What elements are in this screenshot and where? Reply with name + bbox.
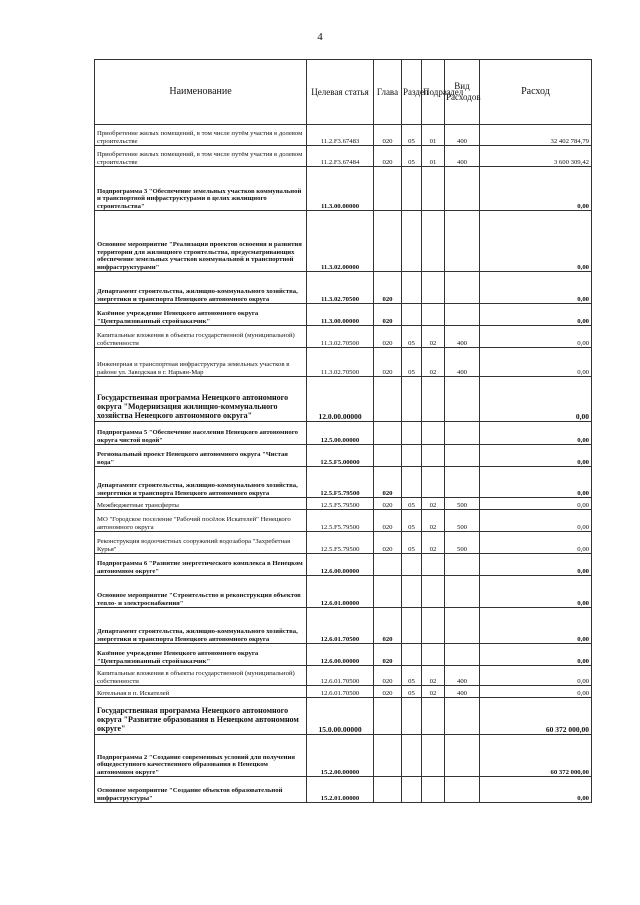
cell-name: Казённое учреждение Ненецкого автономного округа "Централизованный стройзаказчик" [95,644,307,666]
header-subsection: Подраздел [422,60,445,125]
cell-expense-type [445,272,480,304]
cell-target-article: 12.6.01.00000 [307,576,374,608]
cell-section: 05 [402,326,422,348]
cell-section [402,777,422,803]
cell-chapter: 020 [374,686,402,698]
cell-expense-type: 500 [445,510,480,532]
cell-name: Реконструкция водоочистных сооружений водозабора "Захребетная Курья" [95,532,307,554]
table-row [95,146,592,167]
cell-section: 05 [402,666,422,686]
cell-chapter [374,554,402,576]
cell-name: Департамент строительства, жилищно-коммунального хозяйства, энергетики и транспорта Ненецкого автономного округа [95,608,307,644]
cell-amount: 0,00 [480,576,592,608]
cell-expense-type [445,554,480,576]
cell-name: Основное мероприятие "Строительство и реконструкция объектов тепло- и электроснабжения" [95,576,307,608]
cell-chapter: 020 [374,467,402,498]
cell-chapter [374,167,402,211]
cell-chapter: 020 [374,348,402,377]
cell-expense-type [445,608,480,644]
cell-section [402,644,422,666]
cell-target-article: 11.3.02.70500 [307,326,374,348]
cell-section [402,377,422,422]
cell-expense-type: 400 [445,666,480,686]
cell-chapter [374,735,402,777]
cell-chapter: 020 [374,326,402,348]
table-row [95,167,592,211]
cell-section [402,304,422,326]
cell-target-article: 11.2.F3.67483 [307,125,374,146]
header-amount: Расход [480,60,592,125]
cell-chapter [374,422,402,445]
table-row [95,554,592,576]
cell-name: Подпрограмма 6 "Развитие энергетического комплекса в Ненецком автономном округе" [95,554,307,576]
cell-amount: 0,00 [480,422,592,445]
cell-name: Основное мероприятие "Создание объектов образовательной инфраструктуры" [95,777,307,803]
cell-expense-type [445,377,480,422]
cell-chapter [374,211,402,272]
cell-subsection [422,377,445,422]
cell-subsection: 01 [422,125,445,146]
cell-amount: 0,00 [480,211,592,272]
table-body [95,125,592,803]
cell-amount: 0,00 [480,326,592,348]
cell-section: 05 [402,498,422,510]
cell-subsection: 02 [422,532,445,554]
cell-chapter: 020 [374,532,402,554]
table-row [95,532,592,554]
cell-subsection: 01 [422,146,445,167]
table-row [95,422,592,445]
cell-amount: 0,00 [480,272,592,304]
cell-amount: 0,00 [480,167,592,211]
cell-expense-type [445,211,480,272]
cell-subsection [422,735,445,777]
cell-subsection [422,422,445,445]
cell-name: Межбюджетные трансферты [95,498,307,510]
table-row [95,576,592,608]
cell-subsection: 02 [422,348,445,377]
cell-section [402,272,422,304]
page-number: 4 [317,31,323,43]
cell-expense-type [445,167,480,211]
cell-amount: 0,00 [480,377,592,422]
cell-subsection: 02 [422,510,445,532]
cell-target-article: 12.5.F5.79500 [307,532,374,554]
cell-target-article: 11.3.02.70500 [307,272,374,304]
cell-chapter: 020 [374,146,402,167]
cell-chapter: 020 [374,666,402,686]
table-row [95,377,592,422]
cell-target-article: 12.6.01.70500 [307,666,374,686]
cell-name: Инженерная и транспортная инфраструктура земельных участков в районе ул. Заводская в г. Нарьян-Мар [95,348,307,377]
cell-target-article: 12.5.F5.79500 [307,510,374,532]
cell-expense-type: 500 [445,498,480,510]
cell-subsection [422,272,445,304]
table-row [95,686,592,698]
cell-target-article: 12.5.F5.79500 [307,498,374,510]
table-row [95,304,592,326]
cell-target-article: 15.2.01.00000 [307,777,374,803]
cell-chapter: 020 [374,498,402,510]
cell-target-article: 11.3.02.70500 [307,348,374,377]
cell-expense-type [445,644,480,666]
cell-chapter [374,445,402,467]
cell-section [402,735,422,777]
cell-name: Казённое учреждение Ненецкого автономного округа "Централизованный стройзаказчик" [95,304,307,326]
cell-chapter [374,698,402,735]
cell-subsection [422,445,445,467]
cell-section [402,167,422,211]
cell-subsection [422,777,445,803]
cell-subsection [422,576,445,608]
cell-target-article: 12.5.00.00000 [307,422,374,445]
cell-name: Капитальные вложения в объекты государственной (муниципальной) собственности [95,326,307,348]
cell-target-article: 12.6.01.70500 [307,608,374,644]
cell-name: МО "Городское поселение "Рабочий посёлок Искателей" Ненецкого автономного округа [95,510,307,532]
cell-chapter: 020 [374,644,402,666]
cell-target-article: 15.0.00.00000 [307,698,374,735]
cell-section [402,445,422,467]
cell-section: 05 [402,532,422,554]
cell-expense-type: 400 [445,146,480,167]
cell-amount: 0,00 [480,666,592,686]
cell-target-article: 12.6.00.00000 [307,554,374,576]
cell-amount: 0,00 [480,532,592,554]
table-row [95,644,592,666]
cell-chapter [374,576,402,608]
cell-expense-type [445,422,480,445]
cell-name: Основное мероприятие "Реализация проектов освоения и развития территории для жилищного строительства, предусматривающих обеспечение земельных участков коммунальной и транспортной инфраструктурами" [95,211,307,272]
cell-chapter: 020 [374,304,402,326]
table-header-row [95,60,592,125]
cell-amount: 0,00 [480,445,592,467]
cell-target-article: 12.6.00.00000 [307,644,374,666]
table-row [95,608,592,644]
cell-amount: 3 600 309,42 [480,146,592,167]
cell-name: Подпрограмма 2 "Создание современных условий для получения общедоступного качественного образования в Ненецком автономном округе" [95,735,307,777]
table-row [95,467,592,498]
table-row [95,735,592,777]
cell-chapter [374,377,402,422]
cell-amount: 0,00 [480,644,592,666]
table-row [95,211,592,272]
cell-amount: 0,00 [480,554,592,576]
cell-expense-type [445,576,480,608]
cell-subsection [422,167,445,211]
cell-amount: 60 372 000,00 [480,735,592,777]
cell-expense-type [445,735,480,777]
cell-subsection [422,211,445,272]
cell-name: Государственная программа Ненецкого автономного округа "Модернизация жилищно-коммунального хозяйства Ненецкого автономного округа" [95,377,307,422]
cell-section: 05 [402,686,422,698]
cell-name: Региональный проект Ненецкого автономного округа "Чистая вода" [95,445,307,467]
budget-table [94,59,592,803]
cell-target-article: 11.3.02.00000 [307,211,374,272]
cell-subsection [422,554,445,576]
cell-name: Департамент строительства, жилищно-коммунального хозяйства, энергетики и транспорта Ненецкого автономного округа [95,467,307,498]
cell-section: 05 [402,348,422,377]
table-row [95,510,592,532]
cell-amount: 0,00 [480,686,592,698]
header-name: Наименование [95,60,307,125]
table-row [95,272,592,304]
cell-target-article: 11.3.00.00000 [307,167,374,211]
cell-amount: 32 402 784,79 [480,125,592,146]
cell-target-article: 11.2.F3.67484 [307,146,374,167]
table-row [95,125,592,146]
table-row [95,777,592,803]
cell-amount: 0,00 [480,510,592,532]
cell-section [402,467,422,498]
cell-section: 05 [402,146,422,167]
cell-expense-type: 500 [445,532,480,554]
header-section: Раздел [402,60,422,125]
table-row [95,326,592,348]
cell-target-article: 12.5.F5.79500 [307,467,374,498]
cell-subsection [422,467,445,498]
cell-chapter: 020 [374,510,402,532]
cell-target-article: 12.0.00.00000 [307,377,374,422]
cell-subsection: 02 [422,666,445,686]
cell-name: Капитальные вложения в объекты государственной (муниципальной) собственности [95,666,307,686]
cell-expense-type: 400 [445,326,480,348]
cell-subsection [422,698,445,735]
cell-section: 05 [402,125,422,146]
cell-amount: 0,00 [480,304,592,326]
cell-section [402,576,422,608]
cell-section [402,698,422,735]
table-row [95,666,592,686]
cell-section [402,422,422,445]
cell-amount: 0,00 [480,467,592,498]
cell-expense-type: 400 [445,348,480,377]
cell-target-article: 12.5.F5.00000 [307,445,374,467]
cell-name: Приобретение жилых помещений, в том числе путём участия в долевом строительстве [95,146,307,167]
cell-chapter: 020 [374,272,402,304]
cell-subsection [422,644,445,666]
header-chapter: Глава [374,60,402,125]
cell-expense-type: 400 [445,125,480,146]
cell-expense-type [445,698,480,735]
cell-subsection: 02 [422,498,445,510]
cell-section [402,211,422,272]
cell-expense-type: 400 [445,686,480,698]
table-row [95,498,592,510]
table-row [95,698,592,735]
cell-amount: 0,00 [480,777,592,803]
header-target-article: Целевая статья [307,60,374,125]
cell-section [402,608,422,644]
cell-subsection [422,304,445,326]
cell-section: 05 [402,510,422,532]
cell-name: Департамент строительства, жилищно-коммунального хозяйства, энергетики и транспорта Ненецкого автономного округа [95,272,307,304]
cell-expense-type [445,445,480,467]
cell-amount: 0,00 [480,608,592,644]
table-row [95,445,592,467]
cell-target-article: 11.3.00.00000 [307,304,374,326]
cell-section [402,554,422,576]
cell-chapter [374,777,402,803]
cell-expense-type [445,777,480,803]
cell-subsection [422,608,445,644]
cell-target-article: 12.6.01.70500 [307,686,374,698]
cell-chapter: 020 [374,608,402,644]
cell-name: Государственная программа Ненецкого автономного округа "Развитие образования в Ненецком автономном округе" [95,698,307,735]
cell-amount: 60 372 000,00 [480,698,592,735]
cell-name: Приобретение жилых помещений, в том числе путём участия в долевом строительстве [95,125,307,146]
table-row [95,348,592,377]
cell-name: Подпрограмма 5 "Обеспечение населения Ненецкого автономного округа чистой водой" [95,422,307,445]
cell-name: Котельная в п. Искателей [95,686,307,698]
cell-expense-type [445,304,480,326]
cell-name: Подпрограмма 3 "Обеспечение земельных участков коммунальной и транспортной инфраструктурами в целях жилищного строительства" [95,167,307,211]
cell-chapter: 020 [374,125,402,146]
cell-subsection: 02 [422,686,445,698]
header-expense-type: Вид Расходов [445,60,480,125]
cell-amount: 0,00 [480,348,592,377]
cell-amount: 0,00 [480,498,592,510]
cell-expense-type [445,467,480,498]
cell-subsection: 02 [422,326,445,348]
cell-target-article: 15.2.00.00000 [307,735,374,777]
